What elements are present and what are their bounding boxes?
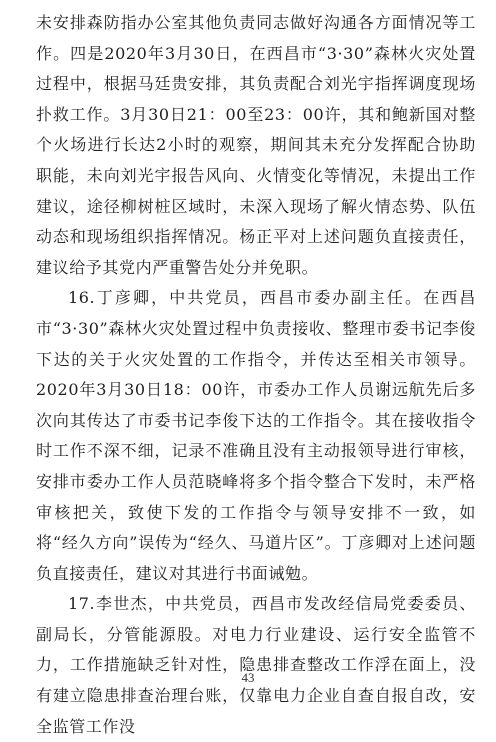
paragraph-item-17: 17.李世杰，中共党员，西昌市发改经信局党委委员、副局长，分管能源股。对电力行业建设、运行安全监管不力，工作措施缺乏针对性，隐患排查整改工作浮在面上，没有建立隐患排查治理台账，仅靠电力企业自查自报自改，安全监管工作没	[36, 594, 476, 736]
paragraph-continuation: 未安排森防指办公室其他负责同志做好沟通各方面情况等工作。四是2020年3月30日，在西昌市“3·30”森林火灾处置过程中，根据马廷贵安排，其负责配合刘光宇指挥调度现场扑救工作。3月30日21：00至23：00许，其和鲍新国对整个火场进行长达2小时的观察，期间其未充分发挥配合协助职能，未向刘光宇报告风向、火情变化等情况，未提出工作建议，途径柳树桩区域时，未深入现场了解火情态势、队伍动态和现场组织指挥情况。杨正平对上述问题负直接责任，建议给予其党内严重警告处分并免职。	[36, 13, 476, 277]
page-number: 43	[241, 670, 255, 685]
document-body	[36, 8, 476, 742]
paragraph-item-16: 16.丁彦卿，中共党员，西昌市委办副主任。在西昌市“3·30”森林火灾处置过程中负责接收、整理市委书记李俊下达的关于火灾处置的工作指令，并传达至相关市领导。2020年3月30日18：00许，市委办工作人员谢远航先后多次向其传达了市委书记李俊下达的工作指令。其在接收指令时工作不深不细，记录不准确且没有主动报领导进行审核，安排市委办工作人员范晓峰将多个指令整合下发时，未严格审核把关，致使下发的工作指令与领导安排不一致，如将“经久方向”误传为“经久、马道片区”。丁彦卿对上述问题负直接责任，建议对其进行书面诫勉。	[36, 288, 476, 583]
